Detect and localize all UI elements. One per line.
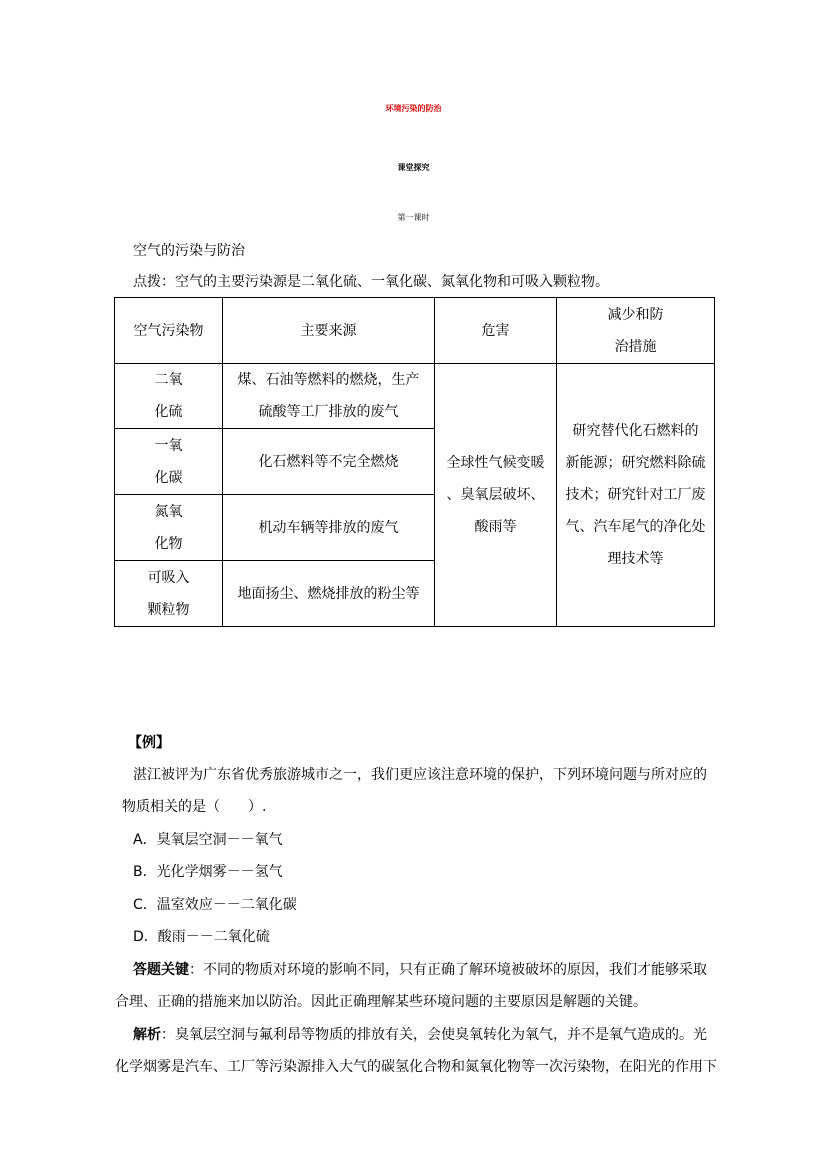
header-pollutant: 空气污染物	[115, 298, 223, 364]
measures-cell: 研究替代化石燃料的 新能源；研究燃料除硫 技术；研究针对工厂废 气、汽车尾气的净化处 理技术等	[557, 364, 715, 627]
header-harm: 危害	[435, 298, 557, 364]
option-b: B．光化学烟雾－－氢气	[133, 864, 283, 880]
pollutant-table	[114, 297, 715, 627]
table-header-row	[115, 298, 715, 364]
lesson-label: 第一课时	[397, 213, 430, 222]
key-label: 答题关键	[133, 962, 189, 978]
example-question: 湛江被评为广东省优秀旅游城市之一，我们更应该注意环境的保护，下列环境问题与所对应的	[133, 767, 707, 783]
pollutant-cell: 二氧 化硫	[115, 364, 223, 429]
example-question-cont: 物质相关的是（ ）.	[122, 799, 267, 815]
header-source: 主要来源	[223, 298, 435, 364]
analysis-paragraph: 解析：臭氧层空洞与氟利昂等物质的排放有关，会使臭氧转化为氧气，并不是氧气造成的。光	[133, 1027, 707, 1043]
source-cell: 机动车辆等排放的废气	[223, 495, 435, 561]
source-cell: 地面扬尘、燃烧排放的粉尘等	[223, 561, 435, 627]
source-cell: 化石燃料等不完全燃烧	[223, 429, 435, 495]
header-measures: 减少和防 治措施	[557, 298, 715, 364]
pollutant-cell: 一氧 化碳	[115, 429, 223, 495]
analysis-paragraph-cont: 化学烟雾是汽车、工厂等污染源排入大气的碳氢化合物和氮氧化物等一次污染物，在阳光的作用下	[115, 1059, 717, 1075]
pollutant-cell: 可吸入 颗粒物	[115, 561, 223, 627]
harm-cell: 全球性气候变暖 、臭氧层破坏、 酸雨等	[435, 364, 557, 627]
section-heading: 空气的污染与防治	[133, 243, 245, 259]
document-title: 环境污染的防治	[385, 104, 442, 113]
table-row	[115, 364, 715, 429]
option-a: A．臭氧层空洞－－氧气	[133, 832, 283, 848]
example-label: 【例】	[128, 735, 170, 751]
key-paragraph: 答题关键：不同的物质对环境的影响不同，只有正确了解环境被破坏的原因，我们才能够采取	[133, 962, 707, 978]
source-cell: 煤、石油等燃料的燃烧，生产 硫酸等工厂排放的废气	[223, 364, 435, 429]
pollutant-cell: 氮氧 化物	[115, 495, 223, 561]
key-paragraph-cont: 合理、正确的措施来加以防治。因此正确理解某些环境问题的主要原因是解题的关键。	[115, 994, 647, 1010]
section-subtitle: 课堂探究	[397, 163, 430, 172]
hint-text: 点拨：空气的主要污染源是二氧化硫、一氧化碳、氮氧化物和可吸入颗粒物。	[133, 274, 609, 290]
analysis-label: 解析	[133, 1027, 161, 1043]
option-c: C．温室效应－－二氧化碳	[133, 897, 297, 913]
option-d: D．酸雨－－二氧化硫	[133, 929, 270, 945]
